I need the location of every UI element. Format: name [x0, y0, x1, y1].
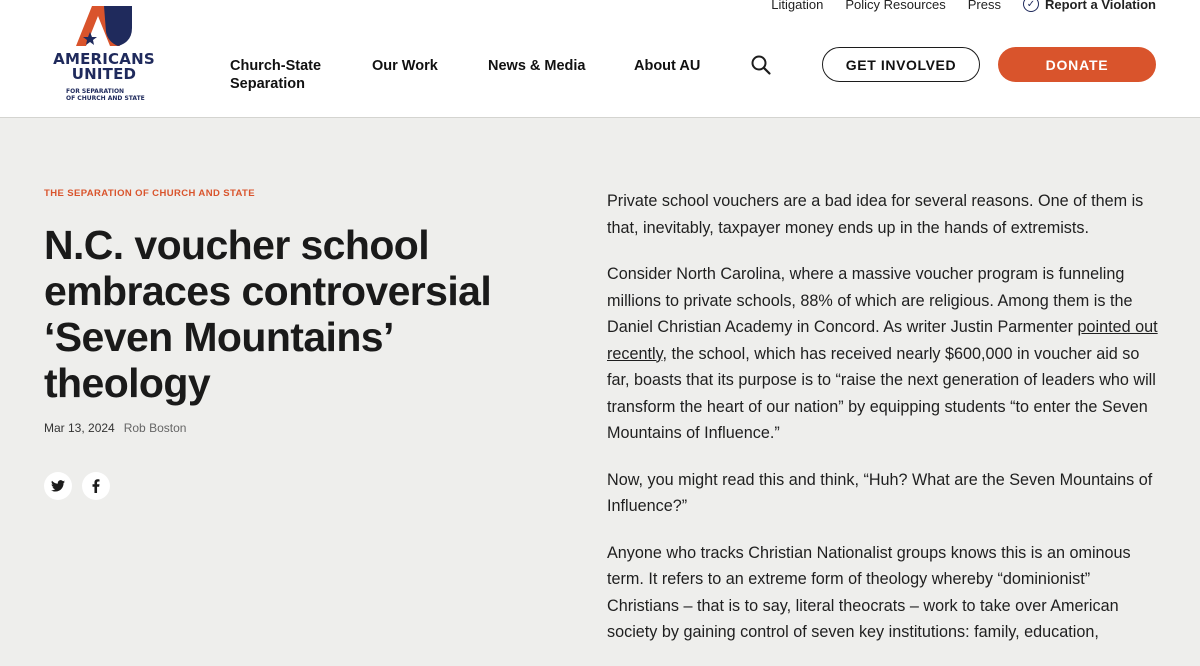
nav-church-state-separation[interactable]	[230, 57, 321, 93]
article-paragraph-3: Now, you might read this and think, “Huh? What are the Seven Mountains of Influence?”	[607, 470, 1153, 515]
get-involved-button[interactable]: GET INVOLVED	[822, 47, 980, 82]
facebook-icon	[92, 479, 100, 493]
nav-church-state-line1: Church-State	[230, 58, 322, 74]
article-paragraph-1: Private school vouchers are a bad idea for several reasons. One of them is that, inevitably, taxpayer money ends up in the hands of extremists.	[607, 192, 1144, 237]
utility-link-litigation[interactable]: Litigation	[771, 0, 824, 12]
nav-about-au[interactable]: About AU	[634, 58, 701, 74]
article-paragraph-4: Anyone who tracks Christian Nationalist groups knows this is an ominous term. It refers to an extreme form of theology whereby “dominionist” Christians – that is to say, literal theocrats – work to take over American society by gaining control of seven key institutions: family, education,	[607, 543, 1131, 641]
utility-nav	[771, 0, 1156, 12]
share-facebook-button[interactable]	[82, 472, 110, 500]
article-category[interactable]: THE SEPARATION OF CHURCH AND STATE	[44, 188, 255, 199]
nav-news-media[interactable]: News & Media	[488, 58, 586, 74]
logo-title-line2: UNITED	[71, 65, 137, 83]
logo-subtitle-line2: OF CHURCH AND STATE	[66, 95, 145, 102]
search-icon[interactable]	[750, 54, 772, 76]
donate-button[interactable]: DONATE	[998, 47, 1156, 82]
logo-mark-icon	[74, 6, 132, 46]
nav-our-work[interactable]: Our Work	[372, 58, 438, 74]
logo-subtitle	[54, 88, 154, 102]
report-violation-label: Report a Violation	[1045, 0, 1156, 12]
article-author[interactable]: Rob Boston	[123, 421, 187, 435]
report-violation-link[interactable]	[1023, 0, 1156, 12]
paragraph-2-text-after: , the school, which has received nearly $600,000 in voucher aid so far, boasts that its purpose is to “raise the next generation of leaders who will transform the heart of our nation” by equipping students “to enter the Seven Mountains of Influence.”	[607, 344, 1156, 442]
utility-link-press[interactable]: Press	[967, 0, 1001, 12]
article-meta	[44, 421, 186, 435]
article-paragraph-2	[607, 261, 1163, 447]
logo-title-line1: AMERICANS	[53, 50, 155, 68]
nav-church-state-line2: Separation	[230, 76, 305, 92]
utility-link-policy-resources[interactable]: Policy Resources	[845, 0, 946, 12]
twitter-icon	[51, 480, 65, 492]
article-date: Mar 13, 2024	[44, 421, 115, 435]
logo-title	[44, 52, 164, 82]
site-header	[0, 0, 1200, 118]
article-title: N.C. voucher school embraces controversial ‘Seven Mountains’ theology	[44, 222, 492, 406]
paragraph-2-text-before: Consider North Carolina, where a massive voucher program is funneling millions to private schools, 88% of which are religious. Among them is the Daniel Christian Academy in Concord. As writer Justin Parmenter	[607, 265, 1133, 336]
check-circle-icon: ✓	[1023, 0, 1039, 12]
social-share	[44, 472, 110, 500]
share-twitter-button[interactable]	[44, 472, 72, 500]
logo-subtitle-line1: FOR SEPARATION	[66, 88, 125, 95]
pointed-out-recently-link[interactable]: pointed out recently	[607, 318, 1158, 363]
site-logo[interactable]	[44, 6, 164, 106]
article-body	[607, 188, 1163, 666]
